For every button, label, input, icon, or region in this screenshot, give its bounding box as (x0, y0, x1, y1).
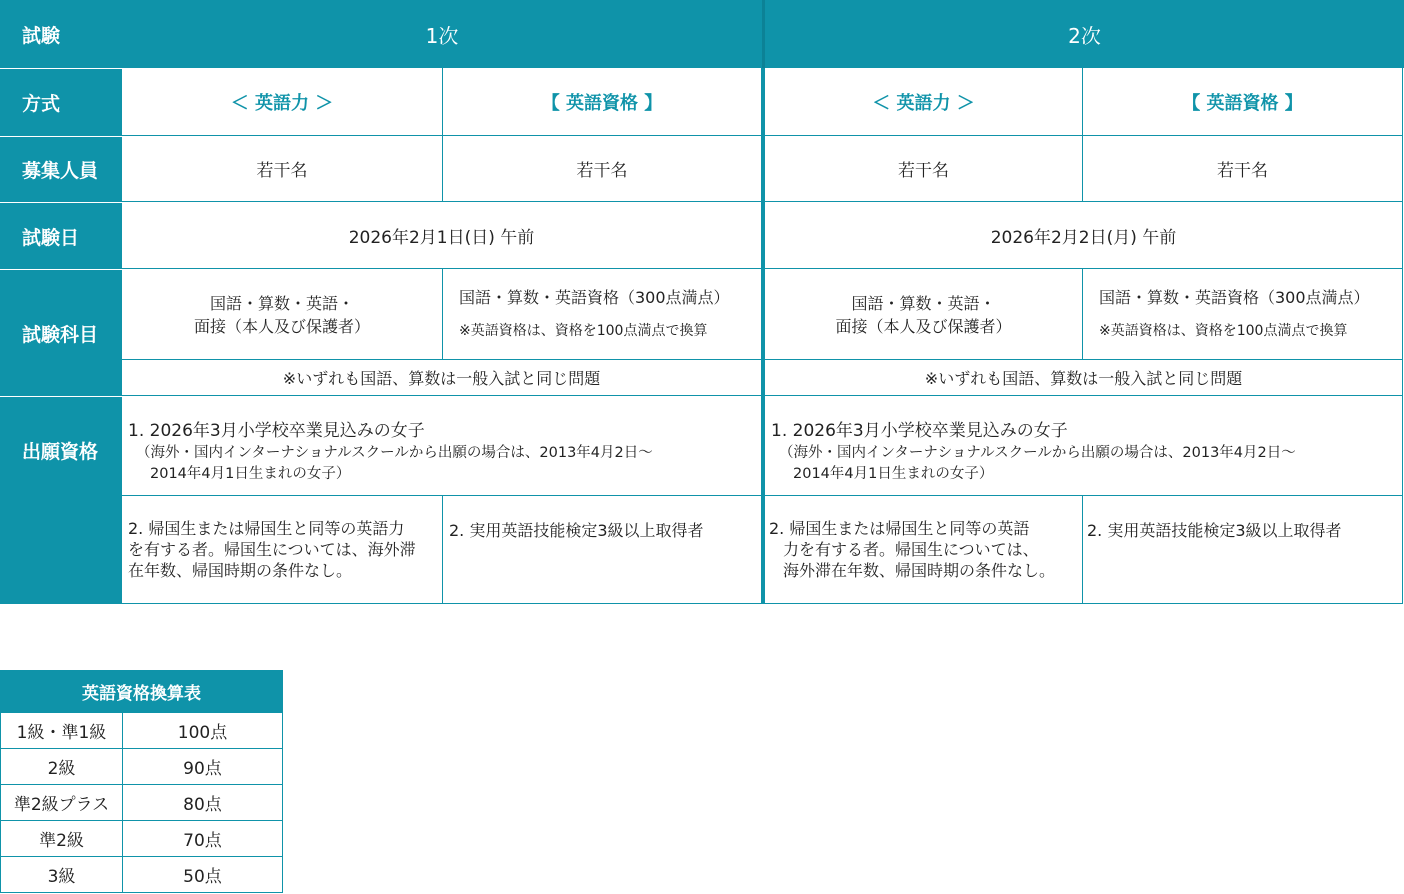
r1-method-english-text: ＜ 英語力 ＞ (230, 92, 334, 114)
r2-capacity-cert-text: 若干名 (1217, 161, 1268, 181)
round2-title: 2次 (1068, 23, 1101, 48)
r1-eligibility-2-cert (443, 496, 762, 604)
conversion-points-cell (122, 749, 283, 785)
r2-subjects-cert-note: ※英語資格は、資格を100点満点で換算 (1099, 323, 1348, 339)
conversion-grade: 2級 (47, 759, 76, 779)
round1-title: 1次 (425, 23, 459, 48)
r1-elig1-line1: 1. 2026年3月小学校卒業見込みの女子 (128, 421, 425, 441)
conversion-points-cell (122, 857, 283, 893)
r1-elig2-english-line3: 在年数、帰国時期の条件なし。 (128, 561, 353, 580)
r2-subjects-note (762, 360, 1403, 396)
r1-method-english (122, 68, 443, 136)
r2-method-english-text: ＜ 英語力 ＞ (872, 92, 975, 114)
conversion-grade: 1級・準1級 (16, 723, 107, 743)
r1-elig2-english-line1: 2. 帰国生または帰国生と同等の英語力 (128, 519, 405, 538)
r2-subjects-english-line2: 面接（本人及び保護者） (835, 317, 1012, 336)
r1-elig1-line3: 2014年4月1日生まれの女子） (150, 466, 351, 482)
conversion-grade-cell (0, 749, 123, 785)
r2-method-cert-text: 【 英語資格 】 (1182, 92, 1303, 114)
r1-subjects-cert-note: ※英語資格は、資格を100点満点で換算 (459, 323, 708, 339)
r1-date-text: 2026年2月1日(日) 午前 (348, 227, 535, 248)
header-round1 (122, 0, 762, 68)
r1-eligibility-2-english (122, 496, 443, 604)
r1-eligibility-1 (122, 396, 762, 496)
r2-eligibility-2-cert (1083, 496, 1403, 604)
row-label-eligibility (0, 396, 122, 604)
r1-subjects-cert (443, 269, 762, 360)
r2-elig1-line3: 2014年4月1日生まれの女子） (793, 466, 994, 482)
r2-date (762, 202, 1403, 269)
r1-capacity-cert-text: 若干名 (576, 161, 628, 181)
r2-elig2-cert-text: 2. 実用英語技能検定3級以上取得者 (1087, 521, 1342, 540)
conversion-grade-cell (0, 785, 123, 821)
row-label-subjects (0, 269, 122, 396)
r2-elig2-english-line3: 海外滞在年数、帰国時期の条件なし。 (783, 561, 1056, 580)
r2-date-text: 2026年2月2日(月) 午前 (990, 227, 1177, 248)
header-exam-text: 試験 (22, 24, 61, 47)
r1-date (122, 202, 762, 269)
row-label-method (0, 68, 122, 136)
conversion-grade-cell (0, 821, 123, 857)
r2-subjects-cert (1083, 269, 1403, 360)
capacity-label: 募集人員 (22, 160, 99, 182)
r1-capacity-cert (443, 136, 762, 202)
conversion-points: 90点 (183, 759, 222, 779)
r2-elig2-english-line2: 力を有する者。帰国生については、 (783, 540, 1039, 559)
r2-elig2-english-line1: 2. 帰国生または帰国生と同等の英語 (769, 519, 1030, 538)
r1-subjects-english (122, 269, 443, 360)
conversion-grade: 準2級 (39, 831, 84, 851)
subjects-label: 試験科目 (22, 323, 99, 346)
eligibility-label: 出願資格 (22, 441, 99, 463)
date-label: 試験日 (22, 226, 80, 249)
r2-method-english (762, 68, 1083, 136)
r2-elig1-line1: 1. 2026年3月小学校卒業見込みの女子 (771, 421, 1068, 441)
r1-elig2-english-line2: を有する者。帰国生については、海外滞 (128, 540, 416, 559)
r1-subjects-english-line2: 面接（本人及び保護者） (193, 317, 370, 336)
r2-capacity-cert (1083, 136, 1403, 202)
r1-subjects-note-text: ※いずれも国語、算数は一般入試と同じ問題 (282, 369, 601, 388)
conversion-grade: 3級 (47, 867, 76, 887)
conversion-points: 70点 (183, 831, 222, 851)
r2-subjects-cert-line1: 国語・算数・英語資格（300点満点） (1099, 288, 1370, 307)
r2-eligibility-2-english (762, 496, 1083, 604)
r2-subjects-english (762, 269, 1083, 360)
r2-eligibility-1 (762, 396, 1403, 496)
header-round2 (762, 0, 1404, 68)
r1-capacity-english-text: 若干名 (256, 161, 308, 181)
conversion-points: 50点 (183, 867, 222, 887)
r2-subjects-english-line1: 国語・算数・英語・ (851, 294, 996, 313)
r2-method-cert (1083, 68, 1403, 136)
r1-subjects-cert-line1: 国語・算数・英語資格（300点満点） (459, 288, 730, 307)
conversion-title-text: 英語資格換算表 (82, 684, 201, 704)
conversion-points: 80点 (183, 795, 222, 815)
r1-capacity-english (122, 136, 443, 202)
r1-method-cert-text: 【 英語資格 】 (541, 92, 663, 114)
conversion-points-cell (122, 713, 283, 749)
r1-subjects-note (122, 360, 762, 396)
r1-elig1-line2: （海外・国内インターナショナルスクールから出願の場合は、2013年4月2日～ (136, 445, 653, 461)
r1-subjects-english-line1: 国語・算数・英語・ (209, 294, 354, 313)
conversion-grade: 準2級プラス (13, 795, 110, 815)
r2-capacity-english-text: 若干名 (898, 161, 949, 181)
r2-elig1-line2: （海外・国内インターナショナルスクールから出願の場合は、2013年4月2日～ (779, 445, 1296, 461)
conversion-grade-cell (0, 857, 123, 893)
conversion-grade-cell (0, 713, 123, 749)
header-exam-label (0, 0, 122, 68)
r2-capacity-english (762, 136, 1083, 202)
conversion-points-cell (122, 821, 283, 857)
r1-method-cert (443, 68, 762, 136)
conversion-points-cell (122, 785, 283, 821)
row-label-date (0, 202, 122, 269)
conversion-table-title (0, 670, 283, 713)
conversion-points: 100点 (177, 723, 228, 743)
r2-subjects-note-text: ※いずれも国語、算数は一般入試と同じ問題 (924, 369, 1243, 388)
row-label-capacity (0, 136, 122, 202)
method-label: 方式 (22, 93, 61, 115)
r1-elig2-cert-text: 2. 実用英語技能検定3級以上取得者 (449, 521, 704, 540)
